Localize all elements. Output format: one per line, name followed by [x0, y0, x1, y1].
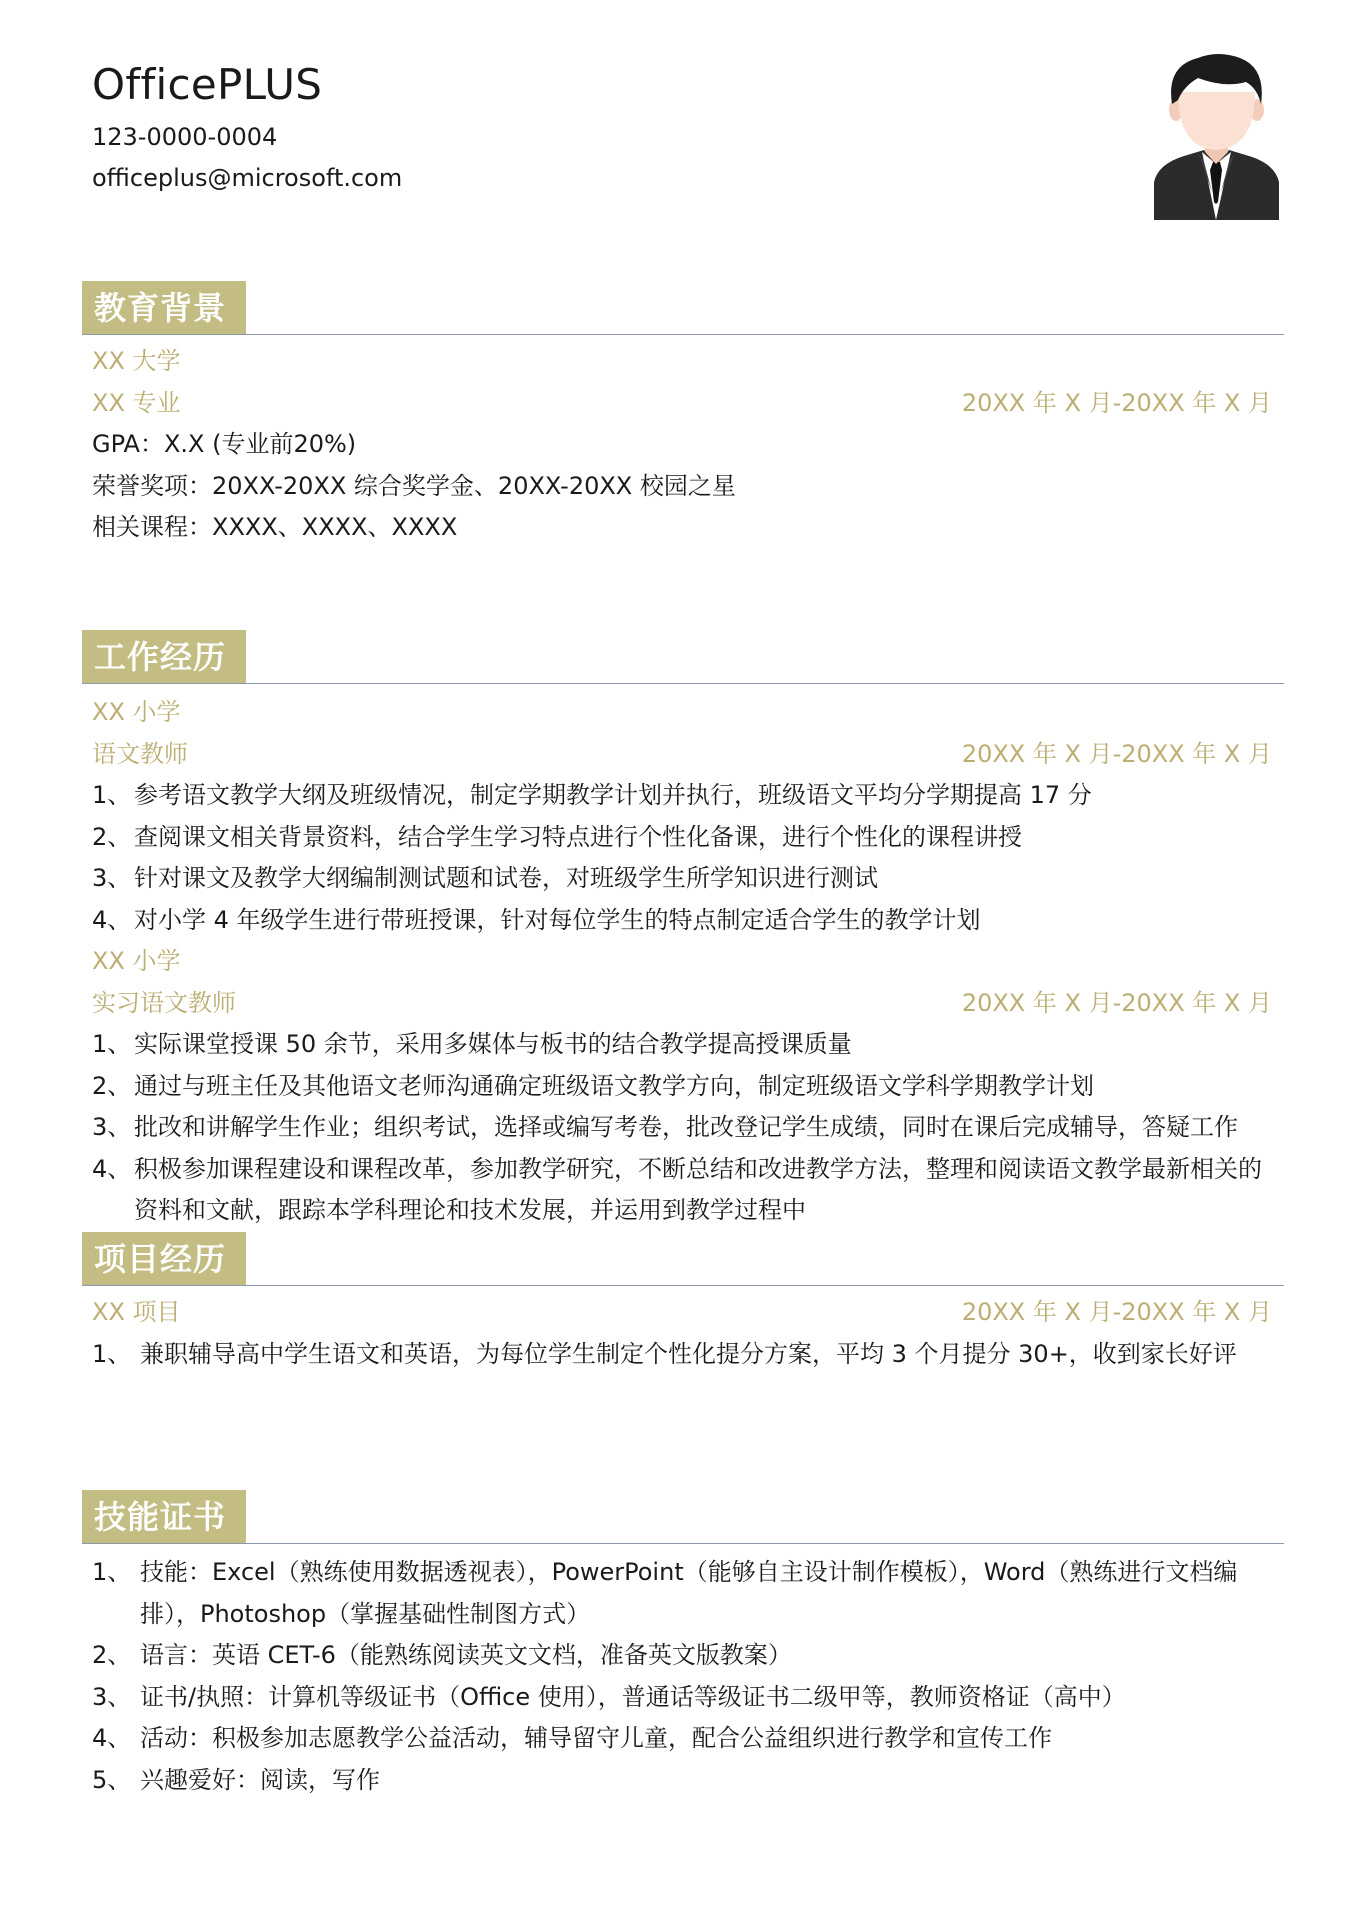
- employer-name: XX 小学: [92, 698, 181, 726]
- section-title: 项目经历: [82, 1232, 246, 1286]
- item-number: 1、: [92, 781, 132, 809]
- list-item: [92, 817, 1284, 859]
- item-number: 4、: [92, 1154, 132, 1183]
- date-range: 20XX 年 X 月-20XX 年 X 月: [961, 1298, 1272, 1326]
- date-range: 20XX 年 X 月-20XX 年 X 月: [961, 739, 1272, 768]
- item-text: 证书/执照：计算机等级证书（Office 使用），普通话等级证书二级甲等，教师资格证（高中）: [140, 1682, 1126, 1711]
- list-item: [92, 775, 1284, 817]
- phone-number: 123-0000-0004: [92, 123, 278, 151]
- school-name: XX 大学: [92, 347, 181, 375]
- project-name: XX 项目: [92, 1298, 181, 1326]
- list-item: [92, 858, 1284, 900]
- role-row: [92, 983, 1284, 1025]
- item-text: 查阅课文相关背景资料，结合学生学习特点进行个性化备课，进行个性化的课程讲授: [134, 822, 1022, 851]
- project-row: [92, 1292, 1284, 1334]
- list-item: [92, 1024, 1284, 1066]
- list-item: [92, 1677, 1284, 1719]
- avatar: [1154, 52, 1279, 220]
- item-text: 实际课堂授课 50 余节，采用多媒体与板书的结合教学提高授课质量: [134, 1030, 852, 1058]
- item-text: 对小学 4 年级学生进行带班授课，针对每位学生的特点制定适合学生的教学计划: [134, 905, 981, 934]
- email-address: officeplus@microsoft.com: [92, 164, 403, 192]
- item-text: 参考语文教学大纲及班级情况，制定学期教学计划并执行，班级语文平均分学期提高 17 分: [134, 781, 1092, 809]
- item-number: 3、: [92, 1682, 132, 1711]
- item-number: 3、: [92, 1113, 132, 1141]
- item-text: 活动：积极参加志愿教学公益活动，辅导留守儿童，配合公益组织进行教学和宣传工作: [140, 1724, 1052, 1752]
- section-divider: [82, 1285, 1284, 1286]
- item-number: 5、: [92, 1765, 132, 1794]
- item-number: 1、: [92, 1339, 132, 1368]
- item-number: 1、: [92, 1030, 132, 1058]
- item-text: 兼职辅导高中学生语文和英语，为每位学生制定个性化提分方案，平均 3 个月提分 30+，收到家长好评: [140, 1339, 1237, 1368]
- item-text: 积极参加课程建设和课程改革，参加教学研究，不断总结和改进教学方法，整理和阅读语文教学最新相关的资料和文献，跟踪本学科理论和技术发展，并运用到教学过程中: [134, 1154, 1262, 1224]
- section-divider: [82, 334, 1284, 335]
- job-role: 语文教师: [92, 739, 188, 768]
- section-title: 工作经历: [82, 630, 246, 684]
- list-item: [92, 900, 1284, 942]
- candidate-name: OfficePLUS: [92, 60, 323, 109]
- skills-section: [82, 1490, 1284, 1801]
- job-role: 实习语文教师: [92, 988, 236, 1017]
- major-row: [92, 383, 1284, 425]
- list-item: [92, 1334, 1284, 1376]
- major-name: XX 专业: [92, 388, 181, 417]
- item-text: 技能：Excel（熟练使用数据透视表），PowerPoint（能够自主设计制作模板），Word（熟练进行文档编排），Photoshop（掌握基础性制图方式）: [140, 1558, 1238, 1628]
- gpa-line: GPA：X.X (专业前20%): [92, 430, 357, 458]
- list-item: [92, 1718, 1284, 1760]
- list-item: [92, 1107, 1284, 1149]
- item-text: 语言：英语 CET-6（能熟练阅读英文文档，准备英文版教案）: [140, 1641, 792, 1669]
- item-number: 4、: [92, 1724, 132, 1752]
- list-item: [92, 1760, 1284, 1802]
- work-header: [82, 630, 1284, 684]
- item-text: 兴趣爱好：阅读，写作: [140, 1765, 380, 1794]
- honors-line: 荣誉奖项：20XX-20XX 综合奖学金、20XX-20XX 校园之星: [92, 471, 736, 500]
- item-number: 2、: [92, 1071, 132, 1100]
- section-title: 教育背景: [82, 281, 246, 335]
- section-divider: [82, 683, 1284, 684]
- work-section: [82, 630, 1284, 1232]
- item-number: 3、: [92, 864, 132, 892]
- item-text: 批改和讲解学生作业；组织考试，选择或编写考卷，批改登记学生成绩，同时在课后完成辅导，答疑工作: [134, 1113, 1238, 1141]
- date-range: 20XX 年 X 月-20XX 年 X 月: [961, 988, 1272, 1017]
- item-number: 1、: [92, 1558, 132, 1586]
- list-item: [92, 1635, 1284, 1677]
- item-number: 4、: [92, 905, 132, 934]
- skills-header: [82, 1490, 1284, 1544]
- item-number: 2、: [92, 1641, 132, 1669]
- projects-section: [82, 1232, 1284, 1375]
- list-item: [92, 1149, 1284, 1232]
- role-row: [92, 734, 1284, 776]
- section-title: 技能证书: [82, 1490, 246, 1544]
- employer-name: XX 小学: [92, 947, 181, 975]
- item-text: 针对课文及教学大纲编制测试题和试卷，对班级学生所学知识进行测试: [134, 864, 878, 892]
- section-divider: [82, 1543, 1284, 1544]
- item-number: 2、: [92, 822, 132, 851]
- date-range: 20XX 年 X 月-20XX 年 X 月: [961, 388, 1272, 417]
- courses-line: 相关课程：XXXX、XXXX、XXXX: [92, 513, 458, 541]
- education-header: [82, 281, 1284, 335]
- projects-header: [82, 1232, 1284, 1286]
- list-item: [92, 1552, 1284, 1635]
- list-item: [92, 1066, 1284, 1108]
- item-text: 通过与班主任及其他语文老师沟通确定班级语文教学方向，制定班级语文学科学期教学计划: [134, 1071, 1094, 1100]
- education-section: [82, 281, 1284, 549]
